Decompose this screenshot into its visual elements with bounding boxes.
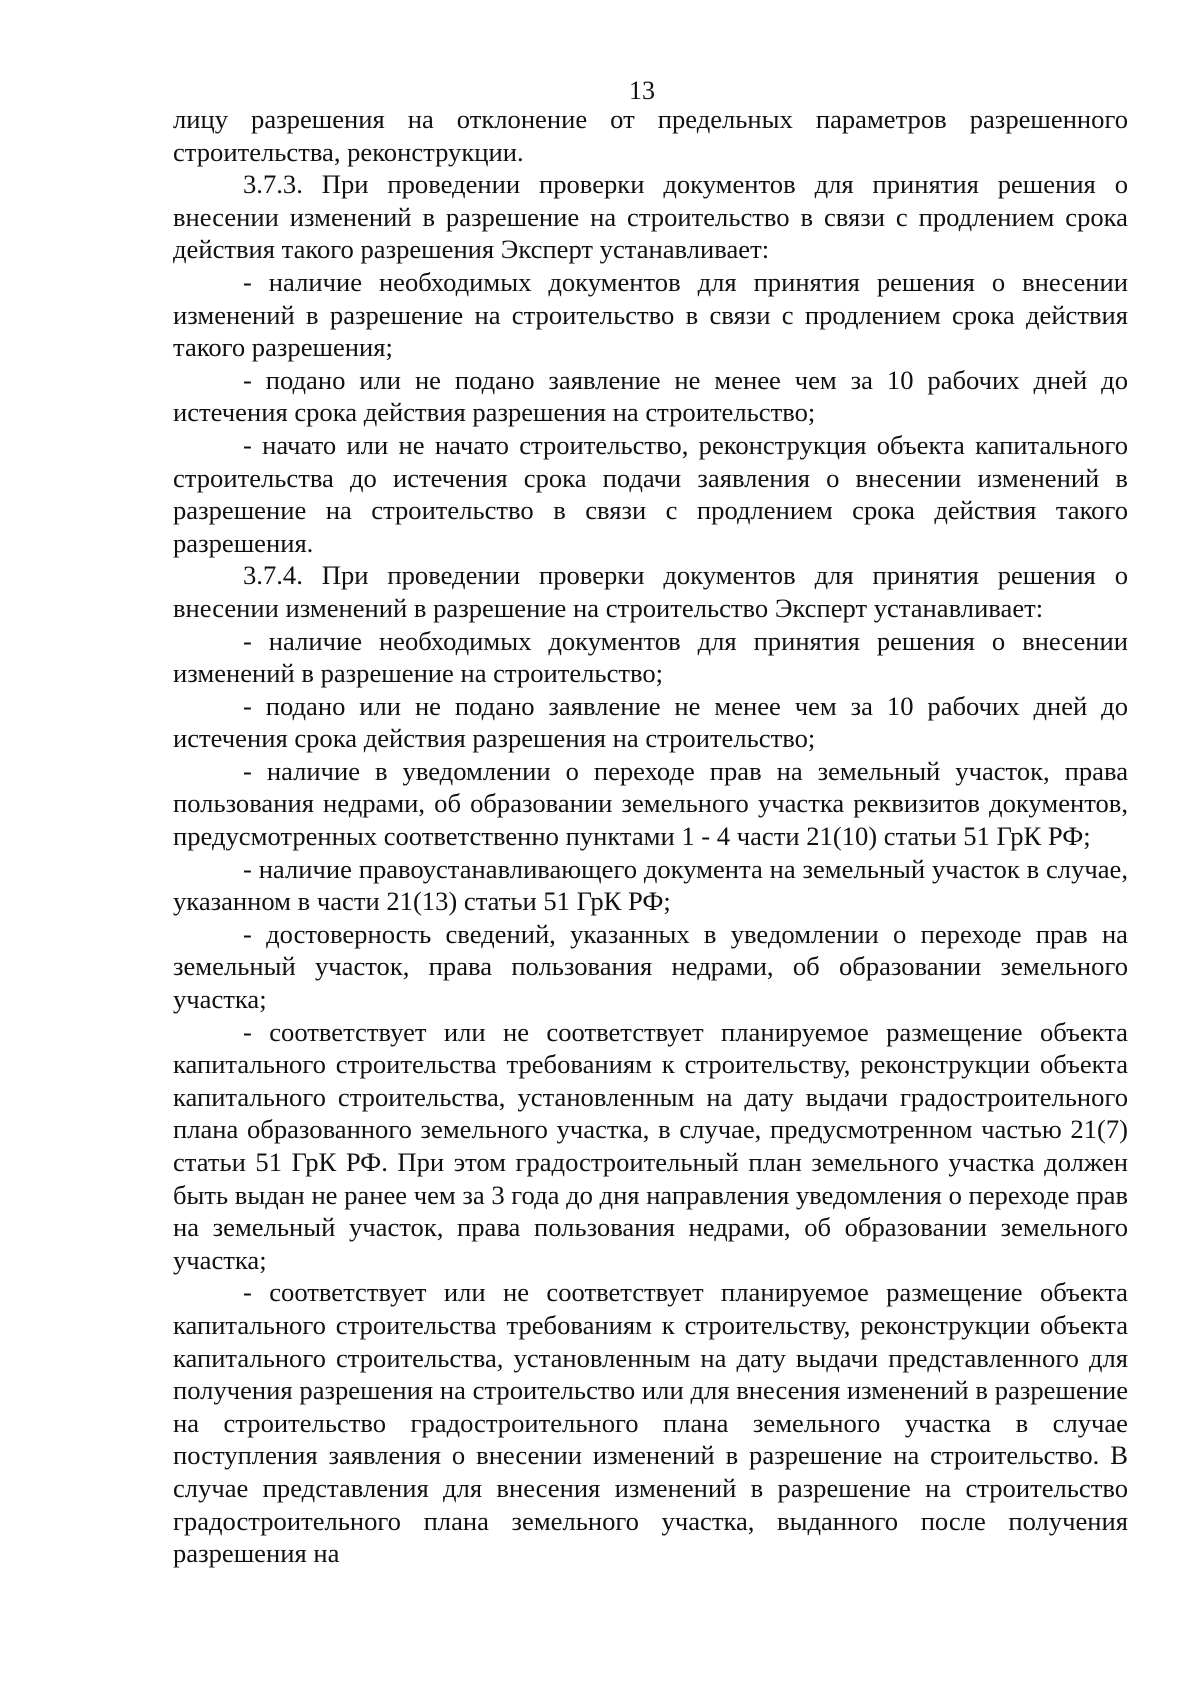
paragraph-continuation: лицу разрешения на отклонение от предельных параметров разрешенного строительства, реконструкции. [173,104,1128,167]
list-item: - начато или не начато строительство, реконструкция объекта капитального строительства до истечения срока подачи заявления о внесении изменений в разрешение на строительство в связи с продлением срока действия такого разрешения. [173,429,1128,558]
list-item: - подано или не подано заявление не менее чем за 10 рабочих дней до истечения срока действия разрешения на строительство; [173,364,1128,428]
list-item: - соответствует или не соответствует планируемое размещение объекта капитального строительства требованиям к строительству, реконструкции объекта капитального строительства, установленным на дату выдачи градостроительного плана образованного земельного участка, в случае, предусмотренном частью 21(7) статьи 51 ГрК РФ. При этом градостроительный план земельного участка должен быть выдан не ранее чем за 3 года до дня направления уведомления о переходе прав на земельный участок, права пользования недрами, об образовании земельного участка; [173,1016,1128,1275]
list-item: - подано или не подано заявление не менее чем за 10 рабочих дней до истечения срока действия разрешения на строительство; [173,690,1128,754]
paragraph-3-7-4: 3.7.4. При проведении проверки документов для принятия решения о внесении изменений в разрешение на строительство Эксперт устанавливает: [173,560,1128,623]
list-item: - достоверность сведений, указанных в уведомлении о переходе прав на земельный участок, права пользования недрами, об образовании земельного участка; [173,918,1128,1015]
list-item: - наличие необходимых документов для принятия решения о внесении изменений в разрешение на строительство; [173,625,1128,689]
list-item: - наличие правоустанавливающего документа на земельный участок в случае, указанном в части 21(13) статьи 51 ГрК РФ; [173,853,1128,917]
document-body [173,103,1128,1570]
list-item: - соответствует или не соответствует планируемое размещение объекта капитального строительства требованиям к строительству, реконструкции объекта капитального строительства, установленным на дату выдачи представленного для получения разрешения на строительство или для внесения изменений в разрешение на строительство градостроительного плана земельного участка в случае поступления заявления о внесении изменений в разрешение на строительство. В случае представления для внесения изменений в разрешение на строительство градостроительного плана земельного участка, выданного после получения разрешения на [173,1277,1128,1569]
page-number: 13 [629,76,655,105]
list-item: - наличие в уведомлении о переходе прав на земельный участок, права пользования недрами, об образовании земельного участка реквизитов документов, предусмотренных соответственно пунктами 1 - 4 части 21(10) статьи 51 ГрК РФ; [173,755,1128,852]
list-item: - наличие необходимых документов для принятия решения о внесении изменений в разрешение на строительство в связи с продлением срока действия такого разрешения; [173,266,1128,363]
paragraph-3-7-3: 3.7.3. При проведении проверки документов для принятия решения о внесении изменений в разрешение на строительство в связи с продлением срока действия такого разрешения Эксперт устанавливает: [173,169,1128,265]
